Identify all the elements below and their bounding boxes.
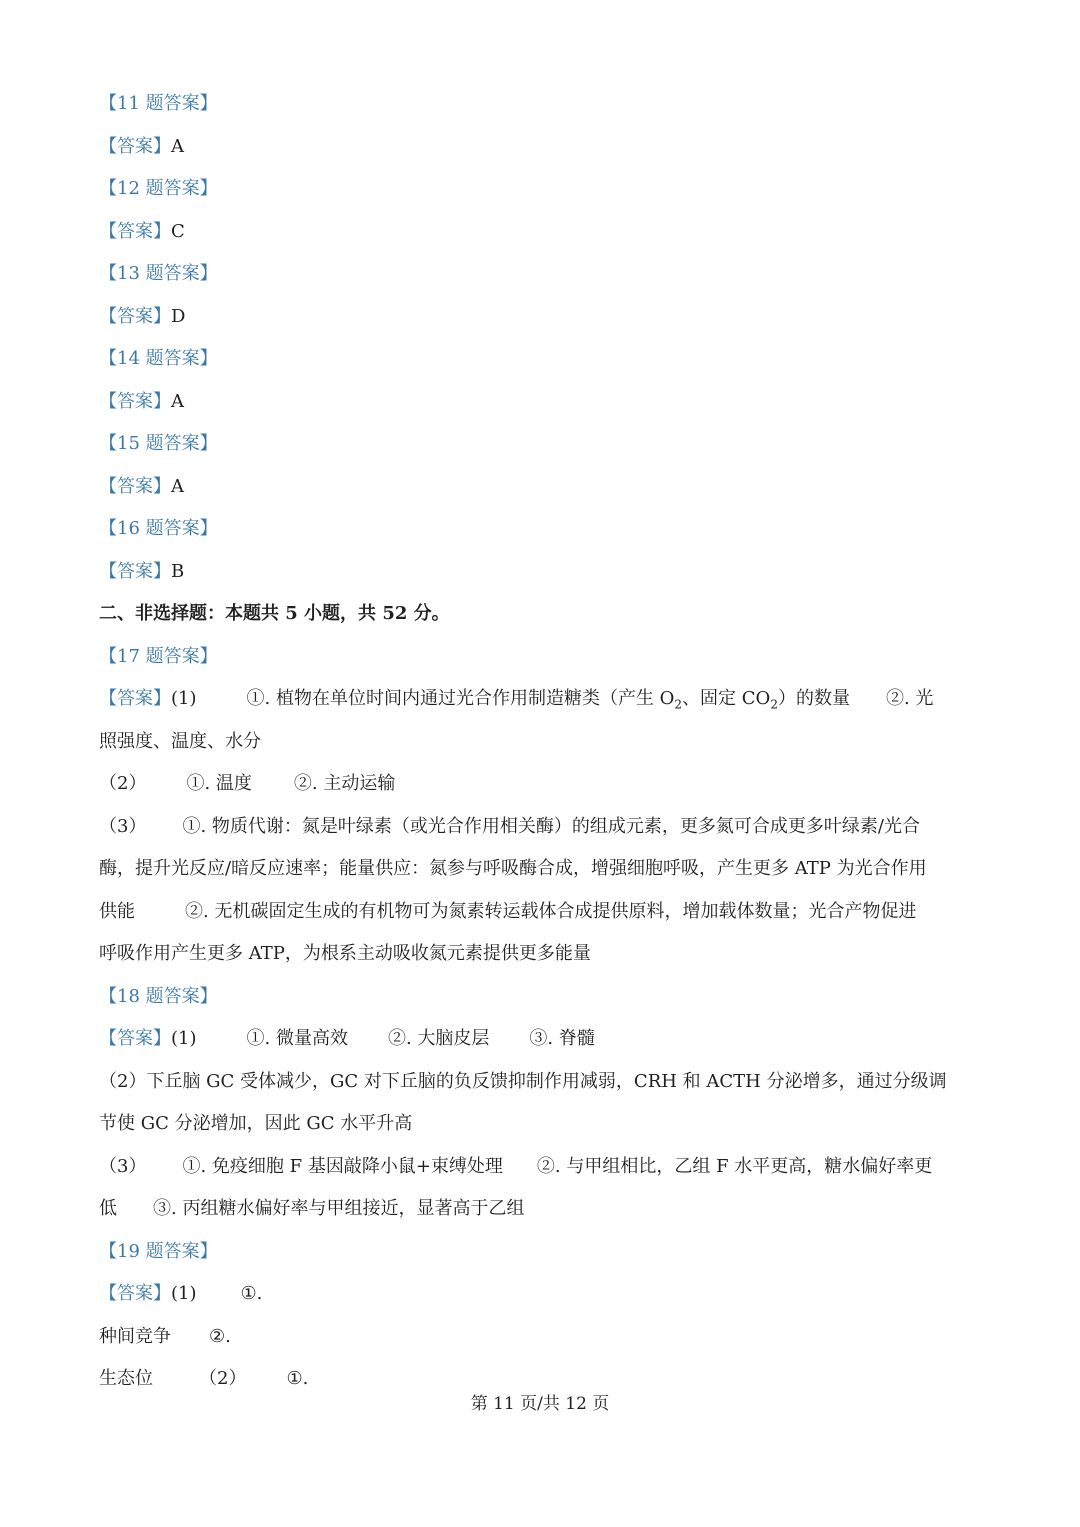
q12-answer-line: [99, 220, 984, 244]
q18-text: ③. 丙组糖水偏好率与甲组接近，显著高于乙组: [153, 1198, 525, 1219]
q18-text: ①. 免疫细胞 F 基因敲降小鼠+束缚处理: [182, 1156, 503, 1177]
q12-answer: C: [171, 221, 185, 242]
q17-text: ②. 光: [885, 688, 934, 709]
subscript: 2: [770, 697, 778, 712]
q17-text: ②. 主动运输: [293, 773, 396, 794]
q18-text: ②. 大脑皮层: [387, 1028, 490, 1049]
q19-text: ①.: [240, 1283, 263, 1304]
answer-tag: 【答案】: [99, 688, 171, 709]
q19-line-3: [99, 1367, 984, 1391]
q18-text: ①. 微量高效: [246, 1028, 348, 1049]
answer-tag: 【答案】: [99, 1028, 171, 1049]
q15-answer-line: [99, 475, 984, 499]
q16-heading: 【16 题答案】: [99, 518, 218, 539]
q13-answer-line: [99, 305, 984, 329]
q17-line-5: 酶，提升光反应/暗反应速率；能量供应：氮参与呼吸酶合成，增强细胞呼吸，产生更多 ATP 为光合作用: [99, 858, 927, 879]
q17-text: ①. 植物在单位时间内通过光合作用制造糖类（产生 O: [246, 688, 675, 709]
part-label: (1): [171, 1028, 197, 1049]
q14-heading: 【14 题答案】: [99, 348, 218, 369]
q14-answer-line: [99, 390, 984, 414]
answer-tag: 【答案】: [99, 1283, 171, 1304]
q13-heading: 【13 题答案】: [99, 263, 218, 284]
q15-heading: 【15 题答案】: [99, 433, 218, 454]
q19-text: ①.: [286, 1368, 309, 1389]
q18-line-4: [99, 1155, 984, 1179]
q17-text: ①. 物质代谢：氮是叶绿素（或光合作用相关酶）的组成元素，更多氮可合成更多叶绿素/光合: [182, 816, 920, 837]
q17-heading: 【17 题答案】: [99, 646, 218, 667]
q18-heading: 【18 题答案】: [99, 986, 218, 1007]
part-label: (1): [171, 1283, 197, 1304]
q14-answer: A: [171, 391, 184, 412]
part-label: （2）: [199, 1368, 247, 1389]
q17-line-4: [99, 815, 984, 839]
section2-title: 二、非选择题：本题共 5 小题，共 52 分。: [99, 603, 450, 624]
q18-text: 低: [99, 1198, 117, 1219]
q17-line-6: [99, 900, 984, 924]
q17-text: 供能: [99, 901, 135, 922]
part-label: （3）: [99, 816, 147, 837]
q19-line-1: [99, 1282, 984, 1306]
q18-line-1: [99, 1027, 984, 1051]
part-label: （3）: [99, 1156, 147, 1177]
subscript: 2: [674, 697, 683, 712]
q18-line-5: [99, 1197, 984, 1221]
q17-text: ）的数量: [777, 688, 850, 709]
q19-text: 生态位: [99, 1368, 153, 1389]
q19-text: ②.: [209, 1326, 231, 1347]
q17-text: ①. 温度: [186, 773, 252, 794]
q19-text: 种间竞争: [99, 1326, 171, 1347]
q11-answer: A: [171, 136, 184, 157]
answer-tag: 【答案】: [99, 136, 171, 157]
q17-text: ②. 无机碳固定生成的有机物可为氮素转运载体合成提供原料，增加载体数量；光合产物促进: [185, 901, 917, 922]
part-label: (1): [171, 688, 197, 709]
answer-tag: 【答案】: [99, 221, 171, 242]
q17-text: 、固定 CO: [682, 688, 771, 709]
q18-text: ③. 脊髓: [529, 1028, 595, 1049]
q16-answer: B: [171, 561, 185, 582]
q17-line-1: [99, 687, 984, 717]
q11-answer-line: [99, 135, 984, 159]
part-label: （2）: [99, 773, 147, 794]
q13-answer: D: [171, 306, 186, 327]
answer-tag: 【答案】: [99, 306, 171, 327]
q17-line-7: 呼吸作用产生更多 ATP，为根系主动吸收氮元素提供更多能量: [99, 943, 591, 964]
answer-tag: 【答案】: [99, 476, 171, 497]
q11-heading: 【11 题答案】: [99, 93, 218, 114]
q19-line-2: [99, 1325, 984, 1349]
q18-line-2: （2）下丘脑 GC 受体减少，GC 对下丘脑的负反馈抑制作用减弱，CRH 和 ACTH 分泌增多，通过分级调: [99, 1071, 947, 1092]
q17-line-3: [99, 772, 984, 796]
answer-tag: 【答案】: [99, 561, 171, 582]
q16-answer-line: [99, 560, 984, 584]
answer-tag: 【答案】: [99, 391, 171, 412]
q18-line-3: 节使 GC 分泌增加，因此 GC 水平升高: [99, 1113, 413, 1134]
q17-line-2: 照强度、温度、水分: [99, 731, 261, 752]
q12-heading: 【12 题答案】: [99, 178, 218, 199]
q19-heading: 【19 题答案】: [99, 1241, 218, 1262]
page-number-footer: 第 11 页/共 12 页: [470, 1394, 610, 1414]
q18-text: ②. 与甲组相比，乙组 F 水平更高，糖水偏好率更: [536, 1156, 933, 1177]
q15-answer: A: [171, 476, 184, 497]
